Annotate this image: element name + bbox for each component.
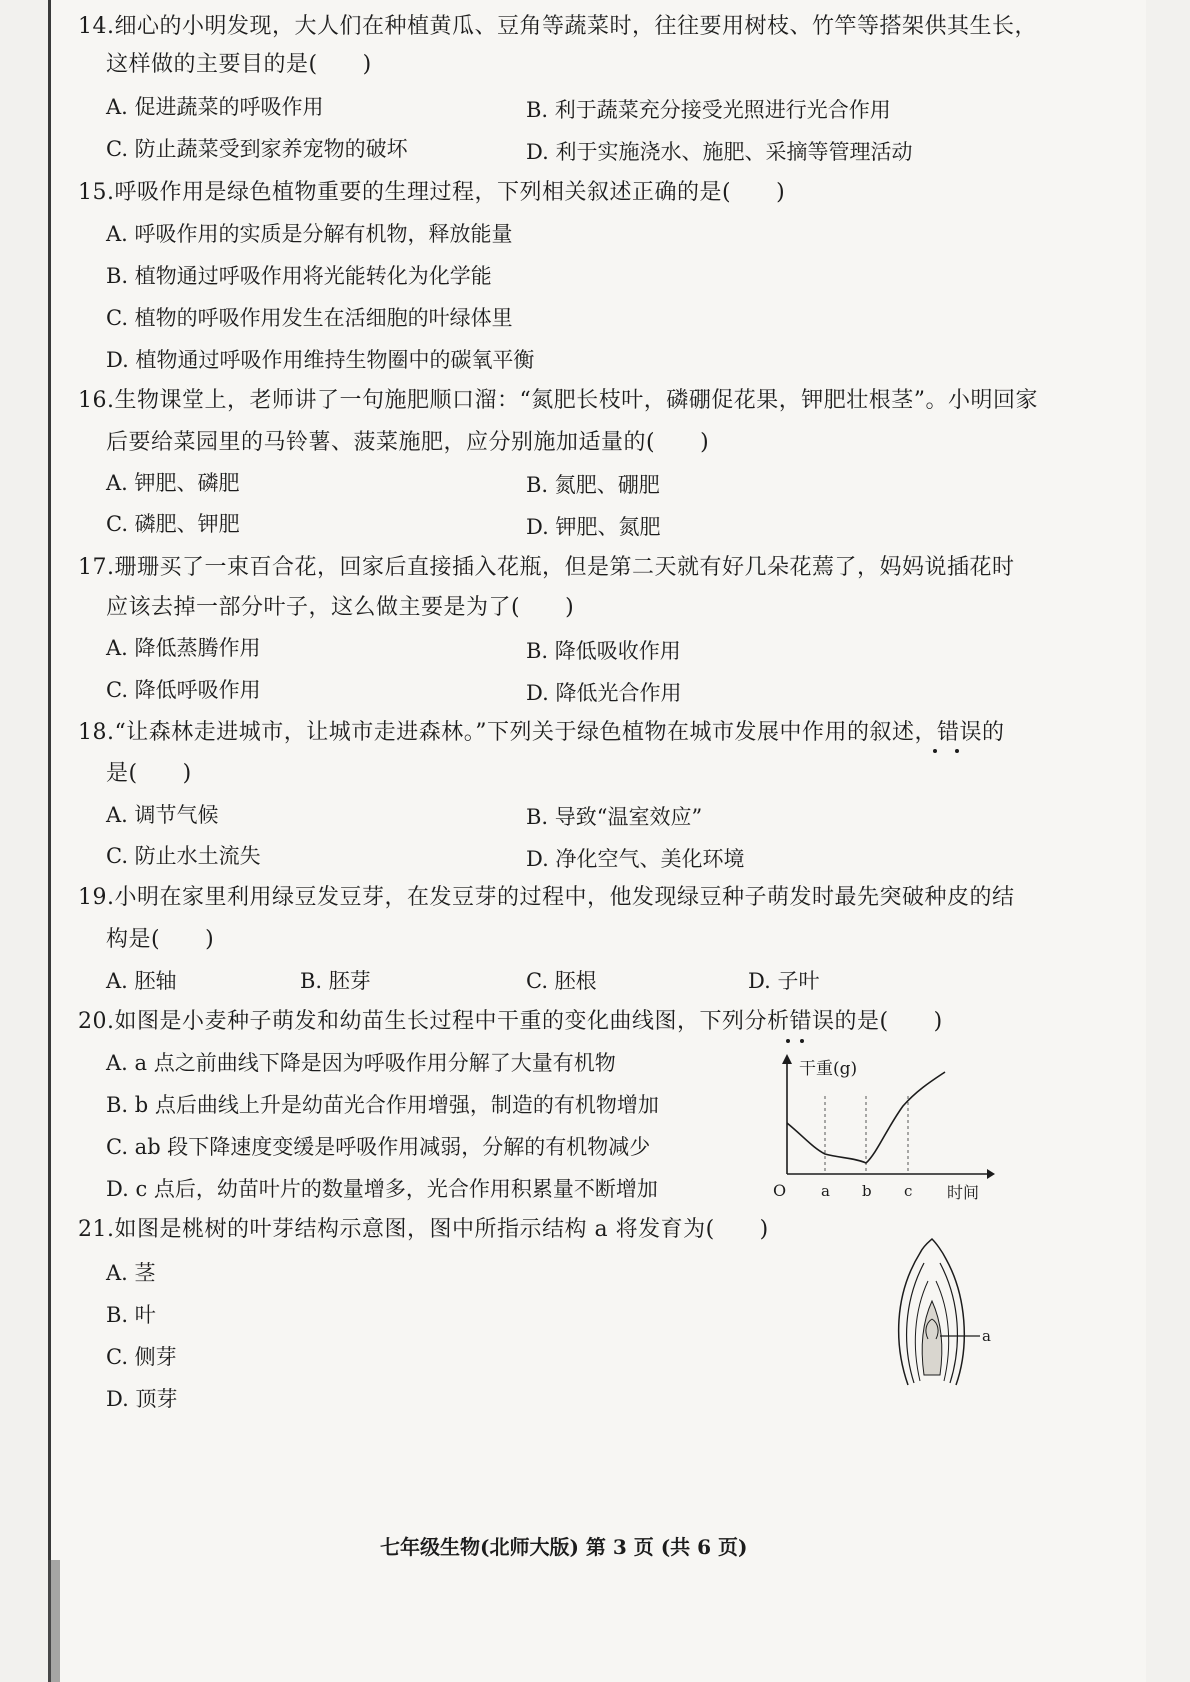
- q20-option-c: C. ab 段下降速度变缓是呼吸作用减弱，分解的有机物减少: [106, 1135, 651, 1159]
- q18-option-b: B. 导致“温室效应”: [526, 805, 703, 829]
- q14-option-b: B. 利于蔬菜充分接受光照进行光合作用: [526, 98, 891, 122]
- q15-option-d: D. 植物通过呼吸作用维持生物圈中的碳氧平衡: [106, 348, 535, 372]
- q16-stem-line2: 后要给菜园里的马铃薯、菠菜施肥，应分别施加适量的( ): [106, 430, 710, 455]
- q14-option-c: C. 防止蔬菜受到家养宠物的破坏: [106, 137, 408, 161]
- q17-option-d: D. 降低光合作用: [526, 681, 682, 705]
- q21-stem: 21.如图是桃树的叶芽结构示意图，图中所指示结构 a 将发育为( ): [78, 1217, 769, 1242]
- q21-option-d: D. 顶芽: [106, 1387, 178, 1411]
- q19-stem-line1: 19.小明在家里利用绿豆发豆芽，在发豆芽的过程中，他发现绿豆种子萌发时最先突破种皮的结: [78, 885, 1015, 910]
- q17-stem-line2: 应该去掉一部分叶子，这么做主要是为了( ): [106, 595, 575, 620]
- y-axis-label: 干重(g): [799, 1059, 858, 1079]
- scan-shadow: [48, 1560, 60, 1682]
- q19-option-d: D. 子叶: [748, 969, 820, 993]
- q17-option-c: C. 降低呼吸作用: [106, 678, 261, 702]
- q18-option-a: A. 调节气候: [106, 803, 219, 827]
- leaf-bud-diagram: [880, 1235, 1000, 1395]
- q20-stem: 20.如图是小麦种子萌发和幼苗生长过程中干重的变化曲线图，下列分析错误的是( ): [78, 1009, 943, 1034]
- q20-option-b: B. b 点后曲线上升是幼苗光合作用增强，制造的有机物增加: [106, 1093, 659, 1117]
- q19-stem-line2: 构是( ): [106, 927, 215, 952]
- q21-option-b: B. 叶: [106, 1303, 156, 1327]
- q14-stem-line2: 这样做的主要目的是( ): [106, 52, 372, 77]
- q18-stem-line2: 是( ): [106, 761, 192, 786]
- q17-stem-line1: 17.珊珊买了一束百合花，回家后直接插入花瓶，但是第二天就有好几朵花蔫了，妈妈说插花时: [78, 555, 1015, 580]
- q21-option-c: C. 侧芽: [106, 1345, 177, 1369]
- dry-weight-curve: [787, 1072, 945, 1163]
- emphasis-dot: [800, 1039, 804, 1043]
- page-footer: 七年级生物(北师大版) 第 3 页 (共 6 页): [380, 1535, 748, 1559]
- q19-option-b: B. 胚芽: [300, 969, 371, 993]
- q16-stem-line1: 16.生物课堂上，老师讲了一句施肥顺口溜：“氮肥长枝叶，磷硼促花果，钾肥壮根茎”。小明回家: [78, 388, 1038, 413]
- tick-label-a: a: [821, 1182, 830, 1200]
- q15-option-c: C. 植物的呼吸作用发生在活细胞的叶绿体里: [106, 306, 513, 330]
- bud-axis: [922, 1301, 942, 1375]
- x-axis-arrow: [987, 1169, 995, 1179]
- q14-stem-line1: 14.细心的小明发现，大人们在种植黄瓜、豆角等蔬菜时，往往要用树枝、竹竿等搭架供其生长，: [78, 14, 1037, 39]
- q14-option-d: D. 利于实施浇水、施肥、采摘等管理活动: [526, 140, 913, 164]
- y-axis-arrow: [782, 1054, 792, 1064]
- q20-option-a: A. a 点之前曲线下降是因为呼吸作用分解了大量有机物: [106, 1051, 616, 1075]
- q14-option-a: A. 促进蔬菜的呼吸作用: [106, 95, 324, 119]
- tick-label-b: b: [862, 1182, 872, 1200]
- origin-label: O: [773, 1181, 787, 1200]
- q15-option-b: B. 植物通过呼吸作用将光能转化为化学能: [106, 264, 492, 288]
- q19-option-a: A. 胚轴: [106, 969, 177, 993]
- dry-weight-graph: [765, 1048, 995, 1208]
- q17-option-a: A. 降低蒸腾作用: [106, 636, 261, 660]
- q16-option-b: B. 氮肥、硼肥: [526, 473, 660, 497]
- q19-option-c: C. 胚根: [526, 969, 597, 993]
- emphasis-dot: [955, 749, 959, 753]
- q16-option-c: C. 磷肥、钾肥: [106, 512, 240, 536]
- structure-a-label: a: [982, 1327, 991, 1345]
- tick-label-c: c: [904, 1182, 913, 1200]
- q18-stem-line1: 18.“让森林走进城市，让城市走进森林。”下列关于绿色植物在城市发展中作用的叙述，错误的: [78, 720, 1005, 745]
- x-axis-label: 时间: [947, 1183, 980, 1202]
- q16-option-d: D. 钾肥、氮肥: [526, 515, 661, 539]
- q17-option-b: B. 降低吸收作用: [526, 639, 681, 663]
- q20-option-d: D. c 点后，幼苗叶片的数量增多，光合作用积累量不断增加: [106, 1177, 658, 1201]
- q15-stem: 15.呼吸作用是绿色植物重要的生理过程，下列相关叙述正确的是( ): [78, 180, 786, 205]
- q16-option-a: A. 钾肥、磷肥: [106, 471, 240, 495]
- q21-option-a: A. 茎: [106, 1261, 156, 1285]
- emphasis-dot: [933, 749, 937, 753]
- q18-option-c: C. 防止水土流失: [106, 844, 261, 868]
- q15-option-a: A. 呼吸作用的实质是分解有机物，释放能量: [106, 222, 513, 246]
- emphasis-dot: [786, 1039, 790, 1043]
- q18-option-d: D. 净化空气、美化环境: [526, 847, 745, 871]
